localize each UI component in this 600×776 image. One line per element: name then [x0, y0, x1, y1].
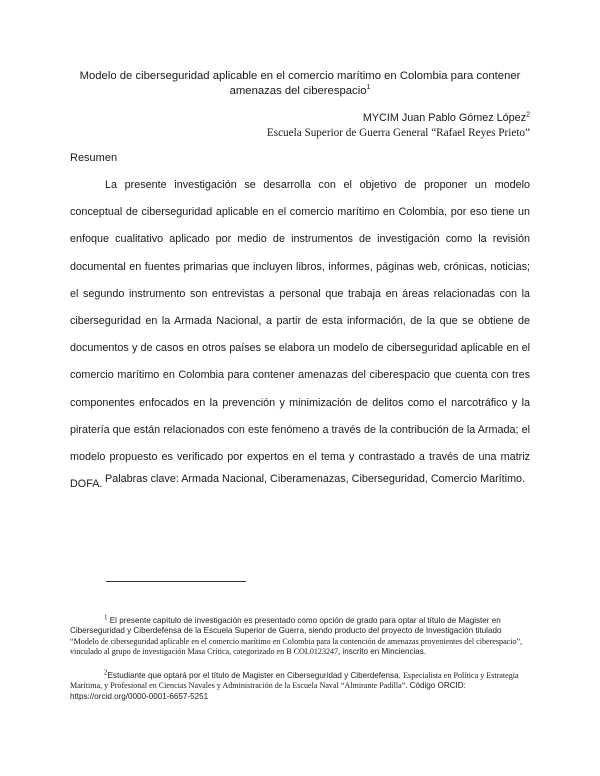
footnote-1 — [70, 613, 532, 657]
title-text: Modelo de ciberseguridad aplicable en el comercio marítimo en Colombia para contener amenazas del ciberespacio — [79, 70, 521, 97]
author-footnote-mark[interactable]: 2 — [526, 111, 530, 119]
footnote-1-text-b: “Modelo de ciberseguridad aplicable en el comercio marítimo en Colombia para la contención de amenazas provenientes del ciberespacio”, vinculado al grupo de investigación Masa Crítica, categorizado en B COL0123247, — [70, 636, 523, 656]
author-name: MYCIM Juan Pablo Gómez López — [362, 112, 527, 124]
footnote-2-text-b: Especialista en Política y Estrategia Marítima, y Profesional en Ciencias Navales y Administración de la Escuela Naval “Almirante Padilla”. — [70, 671, 519, 691]
footnote-2-text-c: Código ORCID: https://orcid.org/0000-0001-6657-5251 — [70, 681, 466, 701]
document-title — [60, 69, 540, 99]
author-block — [267, 111, 530, 140]
footnote-separator — [106, 581, 246, 582]
footnote-1-mark: 1 — [104, 613, 108, 622]
footnote-2 — [70, 668, 532, 702]
footnote-1-text-c: inscrito en Minciencias. — [340, 646, 427, 656]
author-line — [267, 111, 530, 126]
footnote-2-mark: 2 — [104, 668, 108, 677]
keywords-line: Palabras clave: Armada Nacional, Ciberamenazas, Ciberseguridad, Comercio Marítimo. — [105, 473, 526, 485]
abstract-body: La presente investigación se desarrolla con el objetivo de proponer un modelo conceptual de ciberseguridad aplicable en el comercio marítimo en Colombia, por eso tiene un enfoque cualitativo aplicado por medio de instrumentos de investigación como la revisión documental en fuentes primarias que incluyen libros, informes, páginas web, crónicas, noticias; el segundo instrumento son entrevistas a personal que trabaja en áreas relacionadas con la ciberseguridad en la Armada Nacional, a partir de esta información, de la que se obtiene de documentos y de casos en otros países se elabora un modelo de ciberseguridad aplicable en el comercio marítimo en Colombia para contener amenazas del ciberespacio que cuenta con tres componentes enfocados en la prevención y minimización de delitos como el narcotráfico y la piratería que están relacionados con este fenómeno a través de la contribución de la Armada; el modelo propuesto es verificado por expertos en el tema y contrastado a través de una matriz DOFA. — [70, 179, 530, 491]
abstract-heading: Resumen — [70, 152, 118, 164]
footnote-1-text-a: El presente capítulo de investigación es presentado como opción de grado para optar al título de Magister en Ciberseguridad y Ciberdefensa de la Escuela Superior de Guerra, siendo producto del proyecto de Investigación titulado — [70, 616, 502, 636]
author-school: Escuela Superior de Guerra General “Rafael Reyes Prieto” — [266, 126, 530, 139]
title-footnote-mark[interactable]: 1 — [366, 84, 371, 92]
footnote-2-text-a: Estudiante que optará por el título de Magister en Ciberseguridad y Ciberdefensa. — [107, 671, 404, 680]
